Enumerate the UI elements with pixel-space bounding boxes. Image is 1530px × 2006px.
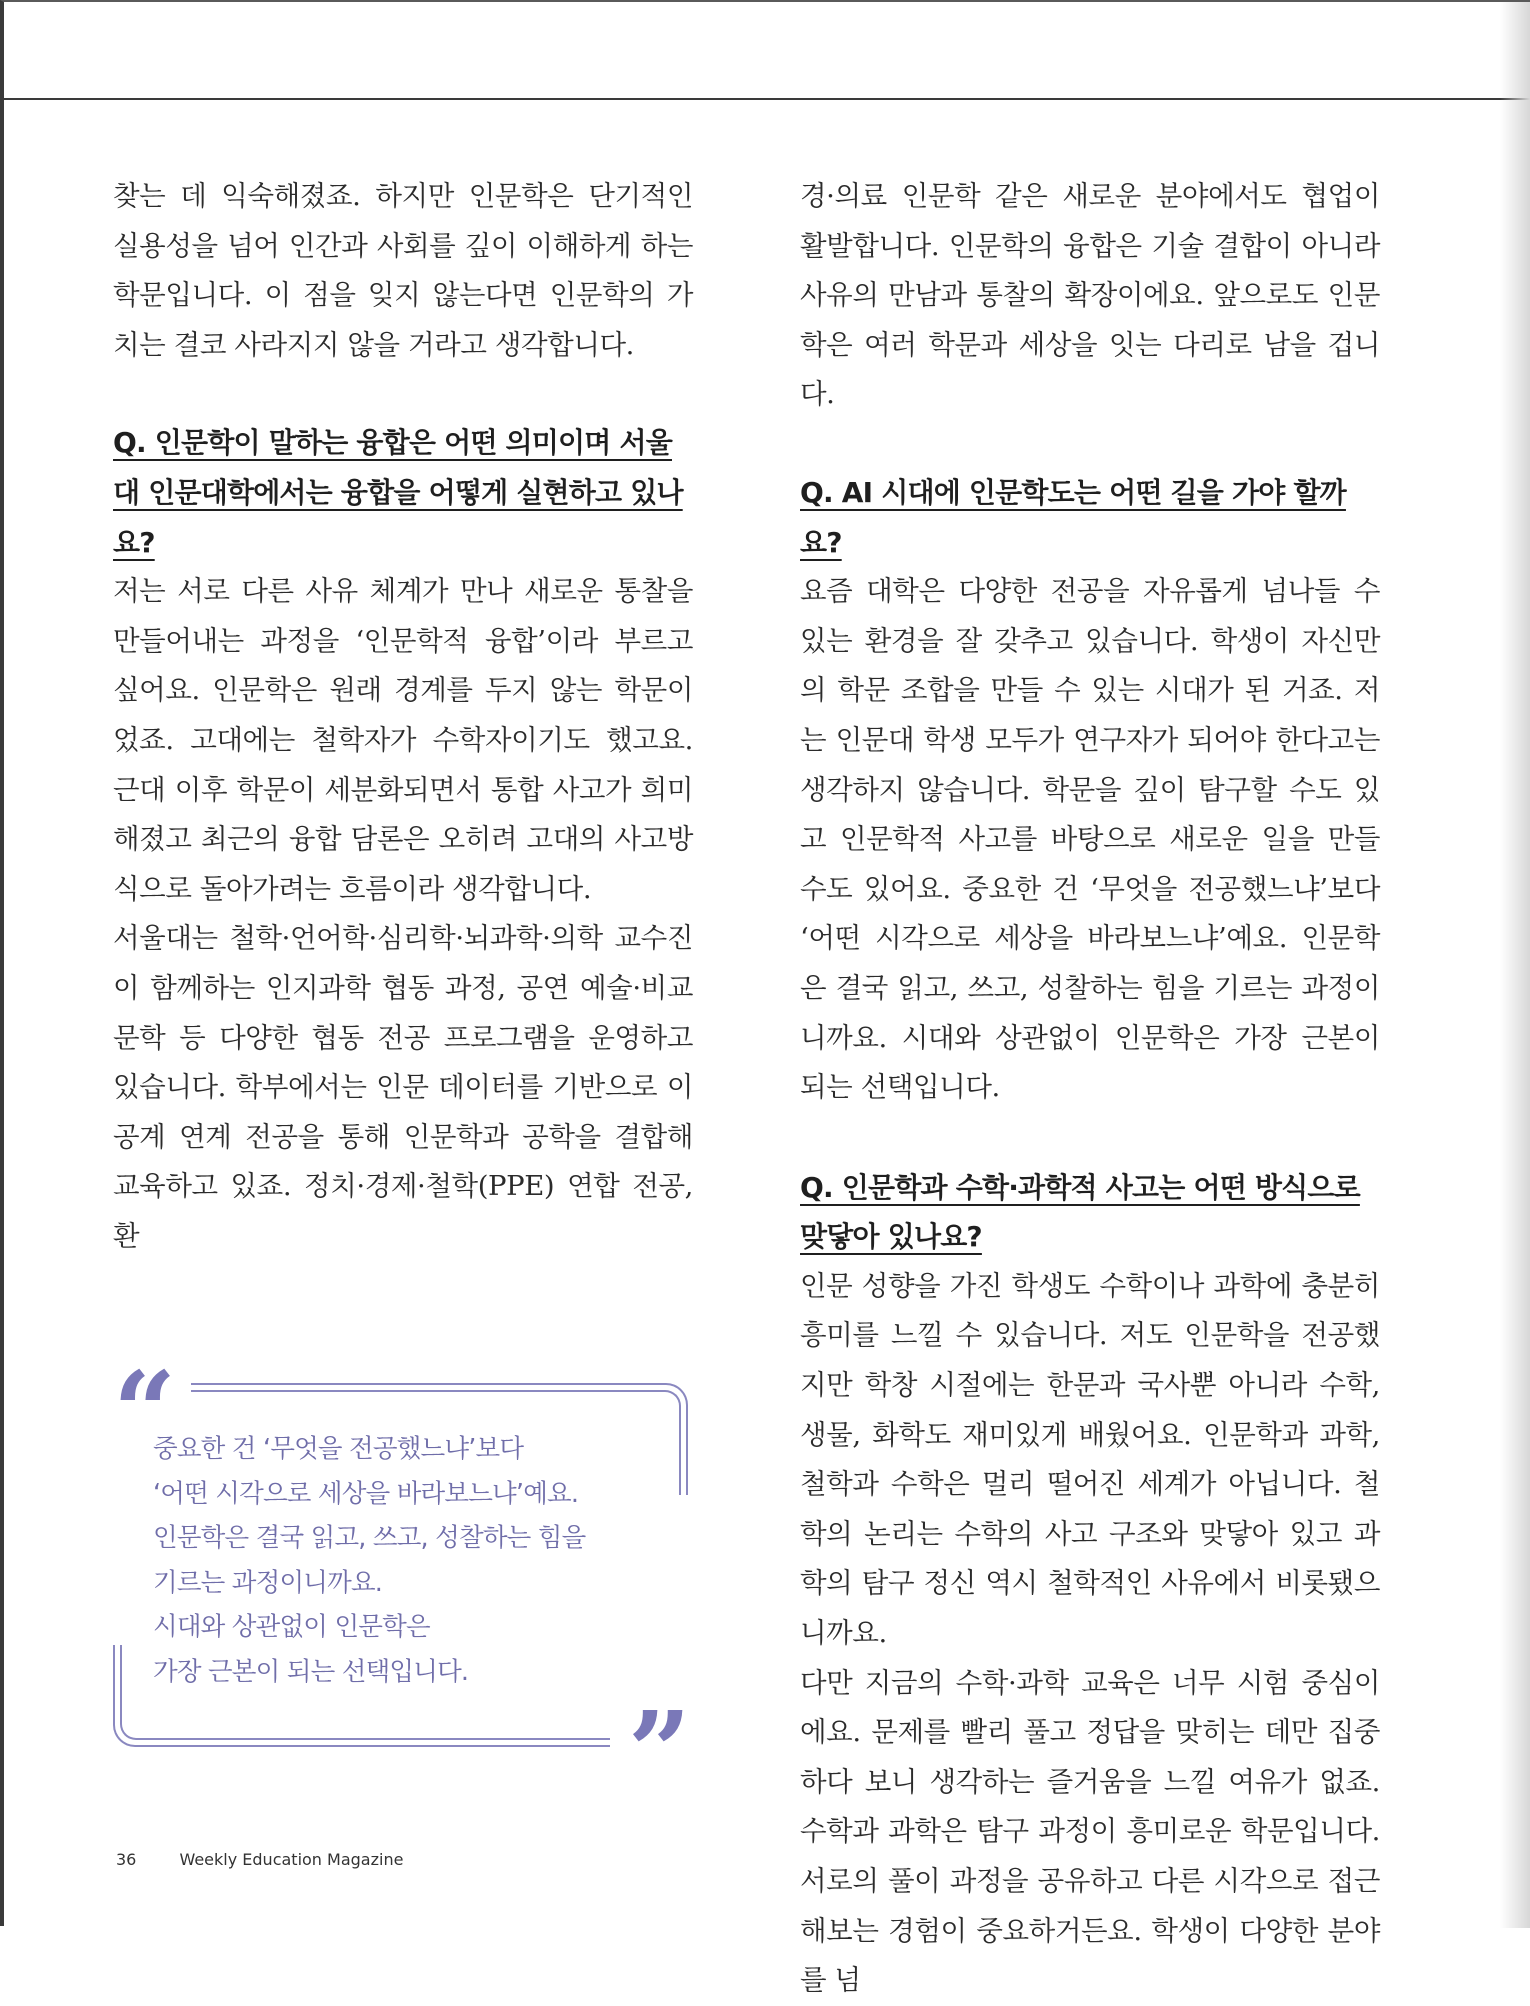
question-heading-1: Q. 인문학이 말하는 융합은 어떤 의미이며 서울대 인문대학에서는 융합을 어떻게 실현하고 있나요? <box>113 426 683 559</box>
left-paragraph-2: 저는 서로 다른 사유 체계가 만나 새로운 통찰을 만들어내는 과정을 ‘인문학적 융합’이라 부르고 싶어요. 인문학은 원래 경계를 두지 않는 학문이었죠. 고대에는 철학자가 수학자이기도 했고요. 근대 이후 학문이 세분화되면서 통합 사고가 희미해졌고 최근의 융합 담론은 오히려 고대의 사고방식으로 돌아가려는 흐름이라 생각합니다. <box>113 575 693 905</box>
pull-quote-line: 기르는 과정이니까요. <box>153 1567 383 1598</box>
left-paragraph-3: 서울대는 철학·언어학·심리학·뇌과학·의학 교수진이 함께하는 인지과학 협동 과정, 공연 예술·비교 문학 등 다양한 협동 전공 프로그램을 운영하고 있습니다. 학부에서는 인문 데이터를 기반으로 이공계 연계 전공을 통해 인문학과 공학을 결합해 교육하고 있죠. 정치·경제·철학(PPE) 연합 전공, 환 <box>113 922 693 1252</box>
left-column <box>113 172 693 1261</box>
right-paragraph-2: 요즘 대학은 다양한 전공을 자유롭게 넘나들 수 있는 환경을 잘 갖추고 있습니다. 학생이 자신만의 학문 조합을 만들 수 있는 시대가 된 거죠. 저는 인문대 학생 모두가 연구자가 되어야 한다고는 생각하지 않습니다. 학문을 깊이 탐구할 수도 있고 인문학적 사고를 바탕으로 새로운 일을 만들 수도 있어요. 중요한 건 ‘무엇을 전공했느냐’보다 ‘어떤 시각으로 세상을 바라보느냐’예요. 인문학은 결국 읽고, 쓰고, 성찰하는 힘을 기르는 과정이니까요. 시대와 상관없이 인문학은 가장 근본이 되는 선택입니다. <box>800 575 1380 1104</box>
pull-quote-line: 가장 근본이 되는 선택입니다. <box>153 1656 469 1687</box>
question-heading-3: Q. 인문학과 수학·과학적 사고는 어떤 방식으로 맞닿아 있나요? <box>800 1170 1360 1254</box>
header-band <box>4 2 1530 100</box>
close-quote-icon: ” <box>627 1697 691 1767</box>
magazine-name: Weekly Education Magazine <box>179 1850 404 1869</box>
pull-quote-line: 시대와 상관없이 인문학은 <box>153 1612 430 1642</box>
pull-quote-line: ‘어떤 시각으로 세상을 바라보느냐’예요. <box>153 1478 579 1509</box>
page-edge-shadow <box>1500 2 1530 1928</box>
question-heading-2: Q. AI 시대에 인문학도는 어떤 길을 가야 할까요? <box>800 475 1346 559</box>
right-column <box>800 172 1380 2006</box>
right-paragraph-4: 다만 지금의 수학·과학 교육은 너무 시험 중심이에요. 문제를 빨리 풀고 정답을 맞히는 데만 집중하다 보니 생각하는 즐거움을 느낄 여유가 없죠. 수학과 과학은 탐구 과정이 흥미로운 학문입니다. 서로의 풀이 과정을 공유하고 다른 시각으로 접근해보는 경험이 중요하거든요. 학생이 다양한 분야를 넘 <box>800 1666 1380 1997</box>
pull-quote-line: 중요한 건 ‘무엇을 전공했느냐’보다 <box>153 1434 524 1464</box>
pull-quote-text <box>153 1427 673 1694</box>
left-paragraph-1: 찾는 데 익숙해졌죠. 하지만 인문학은 단기적인 실용성을 넘어 인간과 사회를 깊이 이해하게 하는 학문입니다. 이 점을 잊지 않는다면 인문학의 가치는 결코 사라지지 않을 거라고 생각합니다. <box>113 180 693 361</box>
open-quote-icon: “ <box>113 1357 177 1427</box>
pull-quote-line: 인문학은 결국 읽고, 쓰고, 성찰하는 힘을 <box>153 1523 586 1553</box>
right-paragraph-1: 경·의료 인문학 같은 새로운 분야에서도 협업이 활발합니다. 인문학의 융합은 기술 결합이 아니라 사유의 만남과 통찰의 확장이에요. 앞으로도 인문학은 여러 학문과 세상을 잇는 다리로 남을 겁니다. <box>800 180 1380 411</box>
right-paragraph-3: 인문 성향을 가진 학생도 수학이나 과학에 충분히 흥미를 느낄 수 있습니다. 저도 인문학을 전공했지만 학창 시절에는 한문과 국사뿐 아니라 수학, 생물, 화학도 재미있게 배웠어요. 인문학과 과학, 철학과 수학은 멀리 떨어진 세계가 아닙니다. 철학의 논리는 수학의 사고 구조와 맞닿아 있고 과학의 탐구 정신 역시 철학적인 사유에서 비롯됐으니까요. <box>800 1269 1380 1650</box>
pull-quote <box>113 1357 691 1767</box>
page-footer <box>116 1850 403 1869</box>
page-number: 36 <box>116 1850 137 1869</box>
